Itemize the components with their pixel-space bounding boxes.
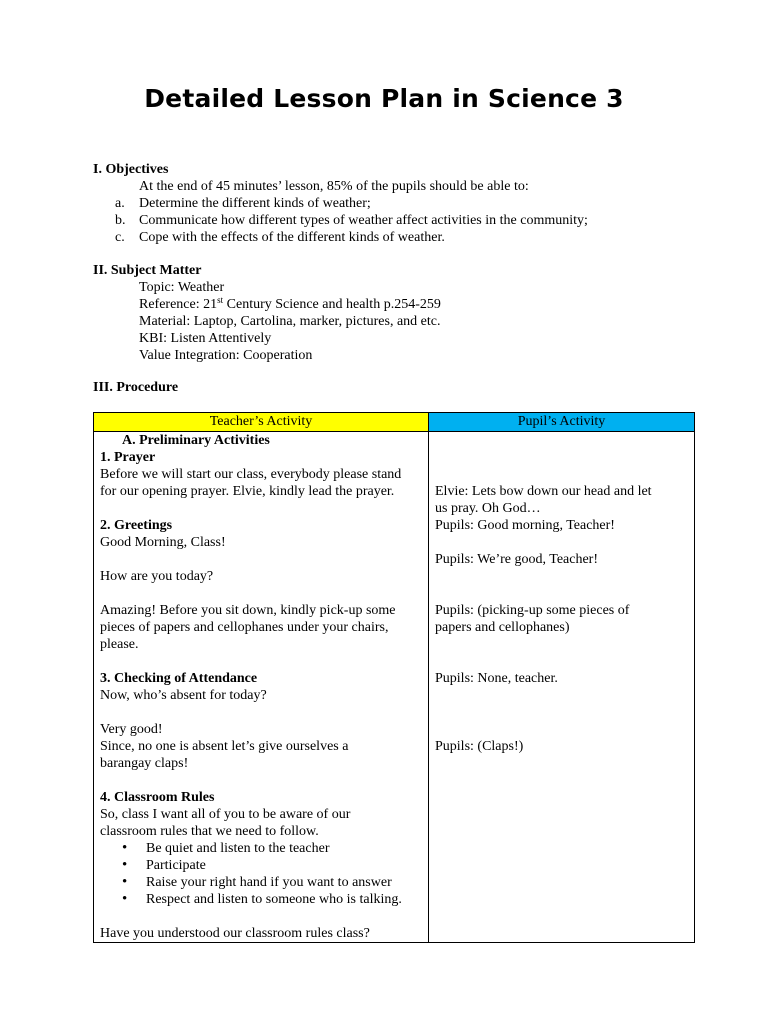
prayer-heading: 1. Prayer	[100, 450, 156, 465]
pupil-response: papers and cellophanes)	[435, 620, 570, 635]
objective-item	[93, 229, 588, 246]
subject-matter-heading: II. Subject Matter	[93, 263, 202, 278]
attendance-text: Very good!	[100, 722, 163, 737]
list-item: • Be quiet and listen to the teacher	[146, 840, 422, 857]
subject-matter-section	[93, 262, 441, 364]
list-item: • Raise your right hand if you want to answer	[146, 874, 422, 891]
rules-intro: classroom rules that we need to follow.	[100, 824, 319, 839]
rules-intro: So, class I want all of you to be aware of our	[100, 807, 351, 822]
prayer-text: Before we will start our class, everybody please stand	[100, 467, 402, 482]
greeting-text: How are you today?	[100, 569, 214, 584]
pupil-activity-cell	[429, 432, 695, 943]
teacher-activity-header: Teacher’s Activity	[94, 413, 429, 432]
greeting-text: Amazing! Before you sit down, kindly pick-up some	[100, 603, 396, 618]
topic-line: Topic: Weather	[139, 280, 225, 295]
objectives-section	[93, 161, 588, 246]
greeting-text: pieces of papers and cellophanes under your chairs,	[100, 620, 389, 635]
objective-item	[93, 212, 588, 229]
procedure-table	[93, 412, 695, 943]
pupil-response: Pupils: (Claps!)	[435, 739, 524, 754]
table-row	[94, 432, 695, 943]
reference-text-rest: Century Science and health p.254-259	[223, 297, 441, 312]
list-item: • Respect and listen to someone who is talking.	[146, 891, 422, 908]
attendance-heading: 3. Checking of Attendance	[100, 671, 258, 686]
page-title: Detailed Lesson Plan in Science 3	[144, 84, 624, 113]
list-marker: a.	[115, 196, 125, 211]
pupil-activity-header: Pupil’s Activity	[429, 413, 695, 432]
pupil-response: us pray. Oh God…	[435, 501, 541, 516]
rules-question: Have you understood our classroom rules class?	[100, 926, 370, 941]
prayer-text: for our opening prayer. Elvie, kindly lead the prayer.	[100, 484, 395, 499]
reference-superscript: st	[217, 295, 224, 305]
table-header-row	[94, 413, 695, 432]
pupil-response: Pupils: Good morning, Teacher!	[435, 518, 615, 533]
reference-line	[93, 296, 441, 313]
list-item: • Participate	[146, 857, 422, 874]
list-marker: c.	[115, 230, 125, 245]
pupil-response: Pupils: (picking-up some pieces of	[435, 603, 630, 618]
pupil-response: Pupils: None, teacher.	[435, 671, 558, 686]
greeting-text: Good Morning, Class!	[100, 535, 226, 550]
attendance-text: Since, no one is absent let’s give ourselves a	[100, 739, 349, 754]
pupil-response: Elvie: Lets bow down our head and let	[435, 484, 652, 499]
material-line: Material: Laptop, Cartolina, marker, pictures, and etc.	[139, 314, 441, 329]
teacher-activity-cell	[94, 432, 429, 943]
objective-item	[93, 195, 588, 212]
attendance-text: barangay claps!	[100, 756, 189, 771]
greeting-text: please.	[100, 637, 139, 652]
attendance-text: Now, who’s absent for today?	[100, 688, 267, 703]
reference-text: Reference: 21	[139, 297, 218, 312]
kbi-line: KBI: Listen Attentively	[139, 331, 272, 346]
rules-list	[100, 840, 422, 908]
list-marker: b.	[115, 213, 126, 228]
classroom-rules-heading: 4. Classroom Rules	[100, 790, 215, 805]
objective-text: Determine the different kinds of weather;	[139, 196, 371, 211]
procedure-heading: III. Procedure	[93, 380, 179, 395]
objective-text: Communicate how different types of weather affect activities in the community;	[139, 213, 588, 228]
objective-text: Cope with the effects of the different kinds of weather.	[139, 230, 445, 245]
objectives-heading: I. Objectives	[93, 162, 169, 177]
pupil-response: Pupils: We’re good, Teacher!	[435, 552, 598, 567]
greetings-heading: 2. Greetings	[100, 518, 173, 533]
preliminary-heading: A. Preliminary Activities	[122, 433, 270, 448]
value-line: Value Integration: Cooperation	[139, 348, 313, 363]
objectives-intro: At the end of 45 minutes’ lesson, 85% of the pupils should be able to:	[139, 179, 529, 194]
